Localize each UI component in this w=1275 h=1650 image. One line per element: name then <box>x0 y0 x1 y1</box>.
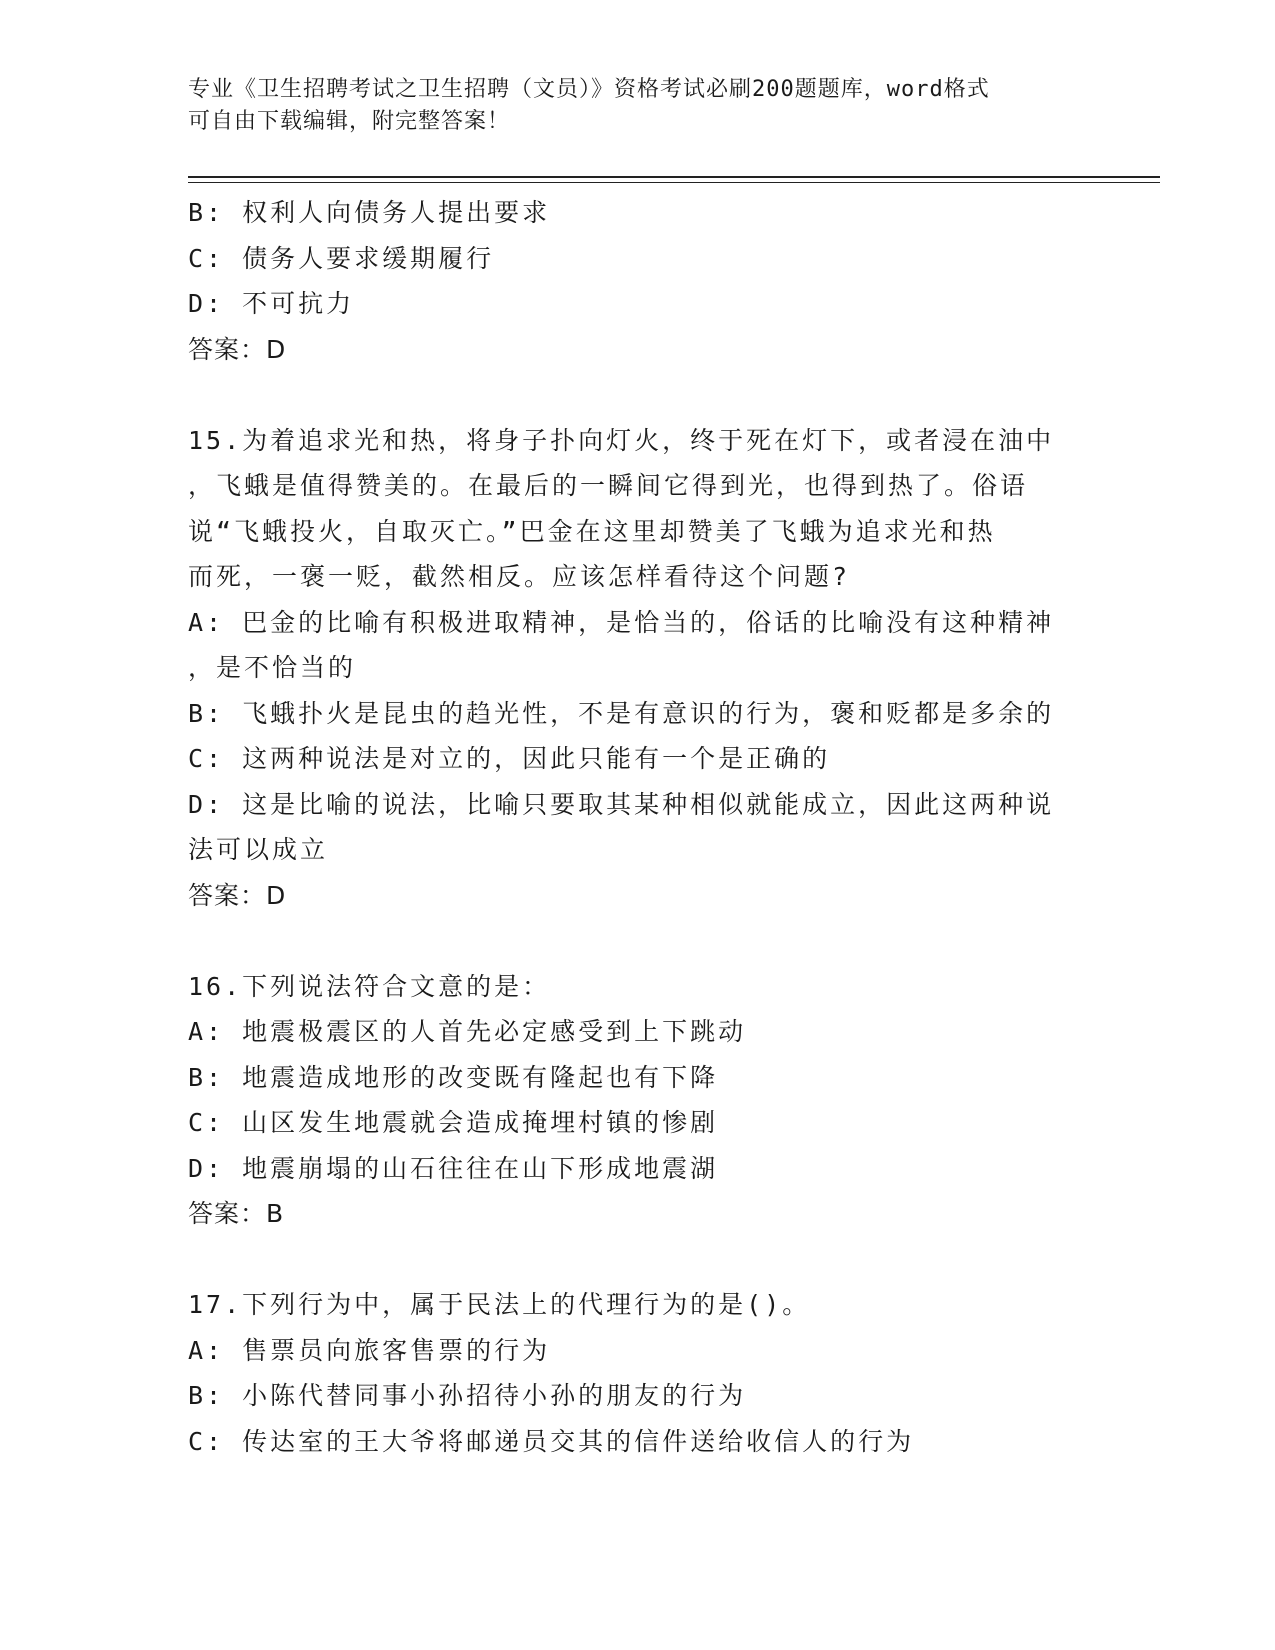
question-line: 法可以成立 <box>188 835 329 864</box>
question-line: B: 权利人向债务人提出要求 <box>188 198 551 227</box>
answer-line: 答案：D <box>188 334 287 364</box>
question-block <box>188 1282 1088 1464</box>
block-spacer <box>188 372 1088 418</box>
question-line: D: 地震崩塌的山石往往在山下形成地震湖 <box>188 1153 719 1183</box>
question-block <box>188 964 1088 1237</box>
header-line-1: 专业《卫生招聘考试之卫生招聘（文员）》资格考试必刷200题题库，word格式 <box>188 77 990 102</box>
header-line-2: 可自由下载编辑，附完整答案！ <box>188 109 511 134</box>
question-line: 16.下列说法符合文意的是： <box>188 971 551 1001</box>
question-line: C: 这两种说法是对立的，因此只能有一个是正确的 <box>188 744 831 773</box>
question-line: B: 飞蛾扑火是昆虫的趋光性，不是有意识的行为，褒和贬都是多余的 <box>188 698 1055 728</box>
question-line: 而死，一褒一贬，截然相反。应该怎样看待这个问题? <box>188 562 851 591</box>
header-rule-thick <box>188 176 1160 178</box>
question-line: C: 传达室的王大爷将邮递员交其的信件送给收信人的行为 <box>188 1426 915 1456</box>
question-line: C: 债务人要求缓期履行 <box>188 243 495 273</box>
header-rule-thin <box>188 182 1160 183</box>
answer-line: 答案：D <box>188 880 287 910</box>
question-line: A: 售票员向旅客售票的行为 <box>188 1335 551 1365</box>
question-content <box>188 190 1088 1464</box>
question-block <box>188 418 1088 919</box>
question-block <box>188 190 1088 372</box>
question-line: A: 巴金的比喻有积极进取精神，是恰当的，俗话的比喻没有这种精神 <box>188 607 1055 637</box>
block-spacer <box>188 1237 1088 1283</box>
question-line: C: 山区发生地震就会造成掩埋村镇的惨剧 <box>188 1108 719 1137</box>
document-header <box>188 74 1088 138</box>
question-line: B: 小陈代替同事小孙招待小孙的朋友的行为 <box>188 1381 747 1410</box>
answer-line: 答案：B <box>188 1199 285 1228</box>
block-spacer <box>188 918 1088 964</box>
question-line: A: 地震极震区的人首先必定感受到上下跳动 <box>188 1017 747 1046</box>
question-line: 说“飞蛾投火，自取灭亡。”巴金在这里却赞美了飞蛾为追求光和热 <box>188 516 996 546</box>
question-line: ，飞蛾是值得赞美的。在最后的一瞬间它得到光，也得到热了。俗语 <box>188 471 1029 500</box>
question-line: D: 不可抗力 <box>188 289 355 318</box>
question-line: D: 这是比喻的说法，比喻只要取其某种相似就能成立，因此这两种说 <box>188 789 1055 819</box>
question-line: B: 地震造成地形的改变既有隆起也有下降 <box>188 1062 719 1092</box>
question-line: ，是不恰当的 <box>188 653 357 682</box>
question-line: 17.下列行为中，属于民法上的代理行为的是()。 <box>188 1290 811 1319</box>
question-line: 15.为着追求光和热，将身子扑向灯火，终于死在灯下，或者浸在油中 <box>188 425 1055 455</box>
